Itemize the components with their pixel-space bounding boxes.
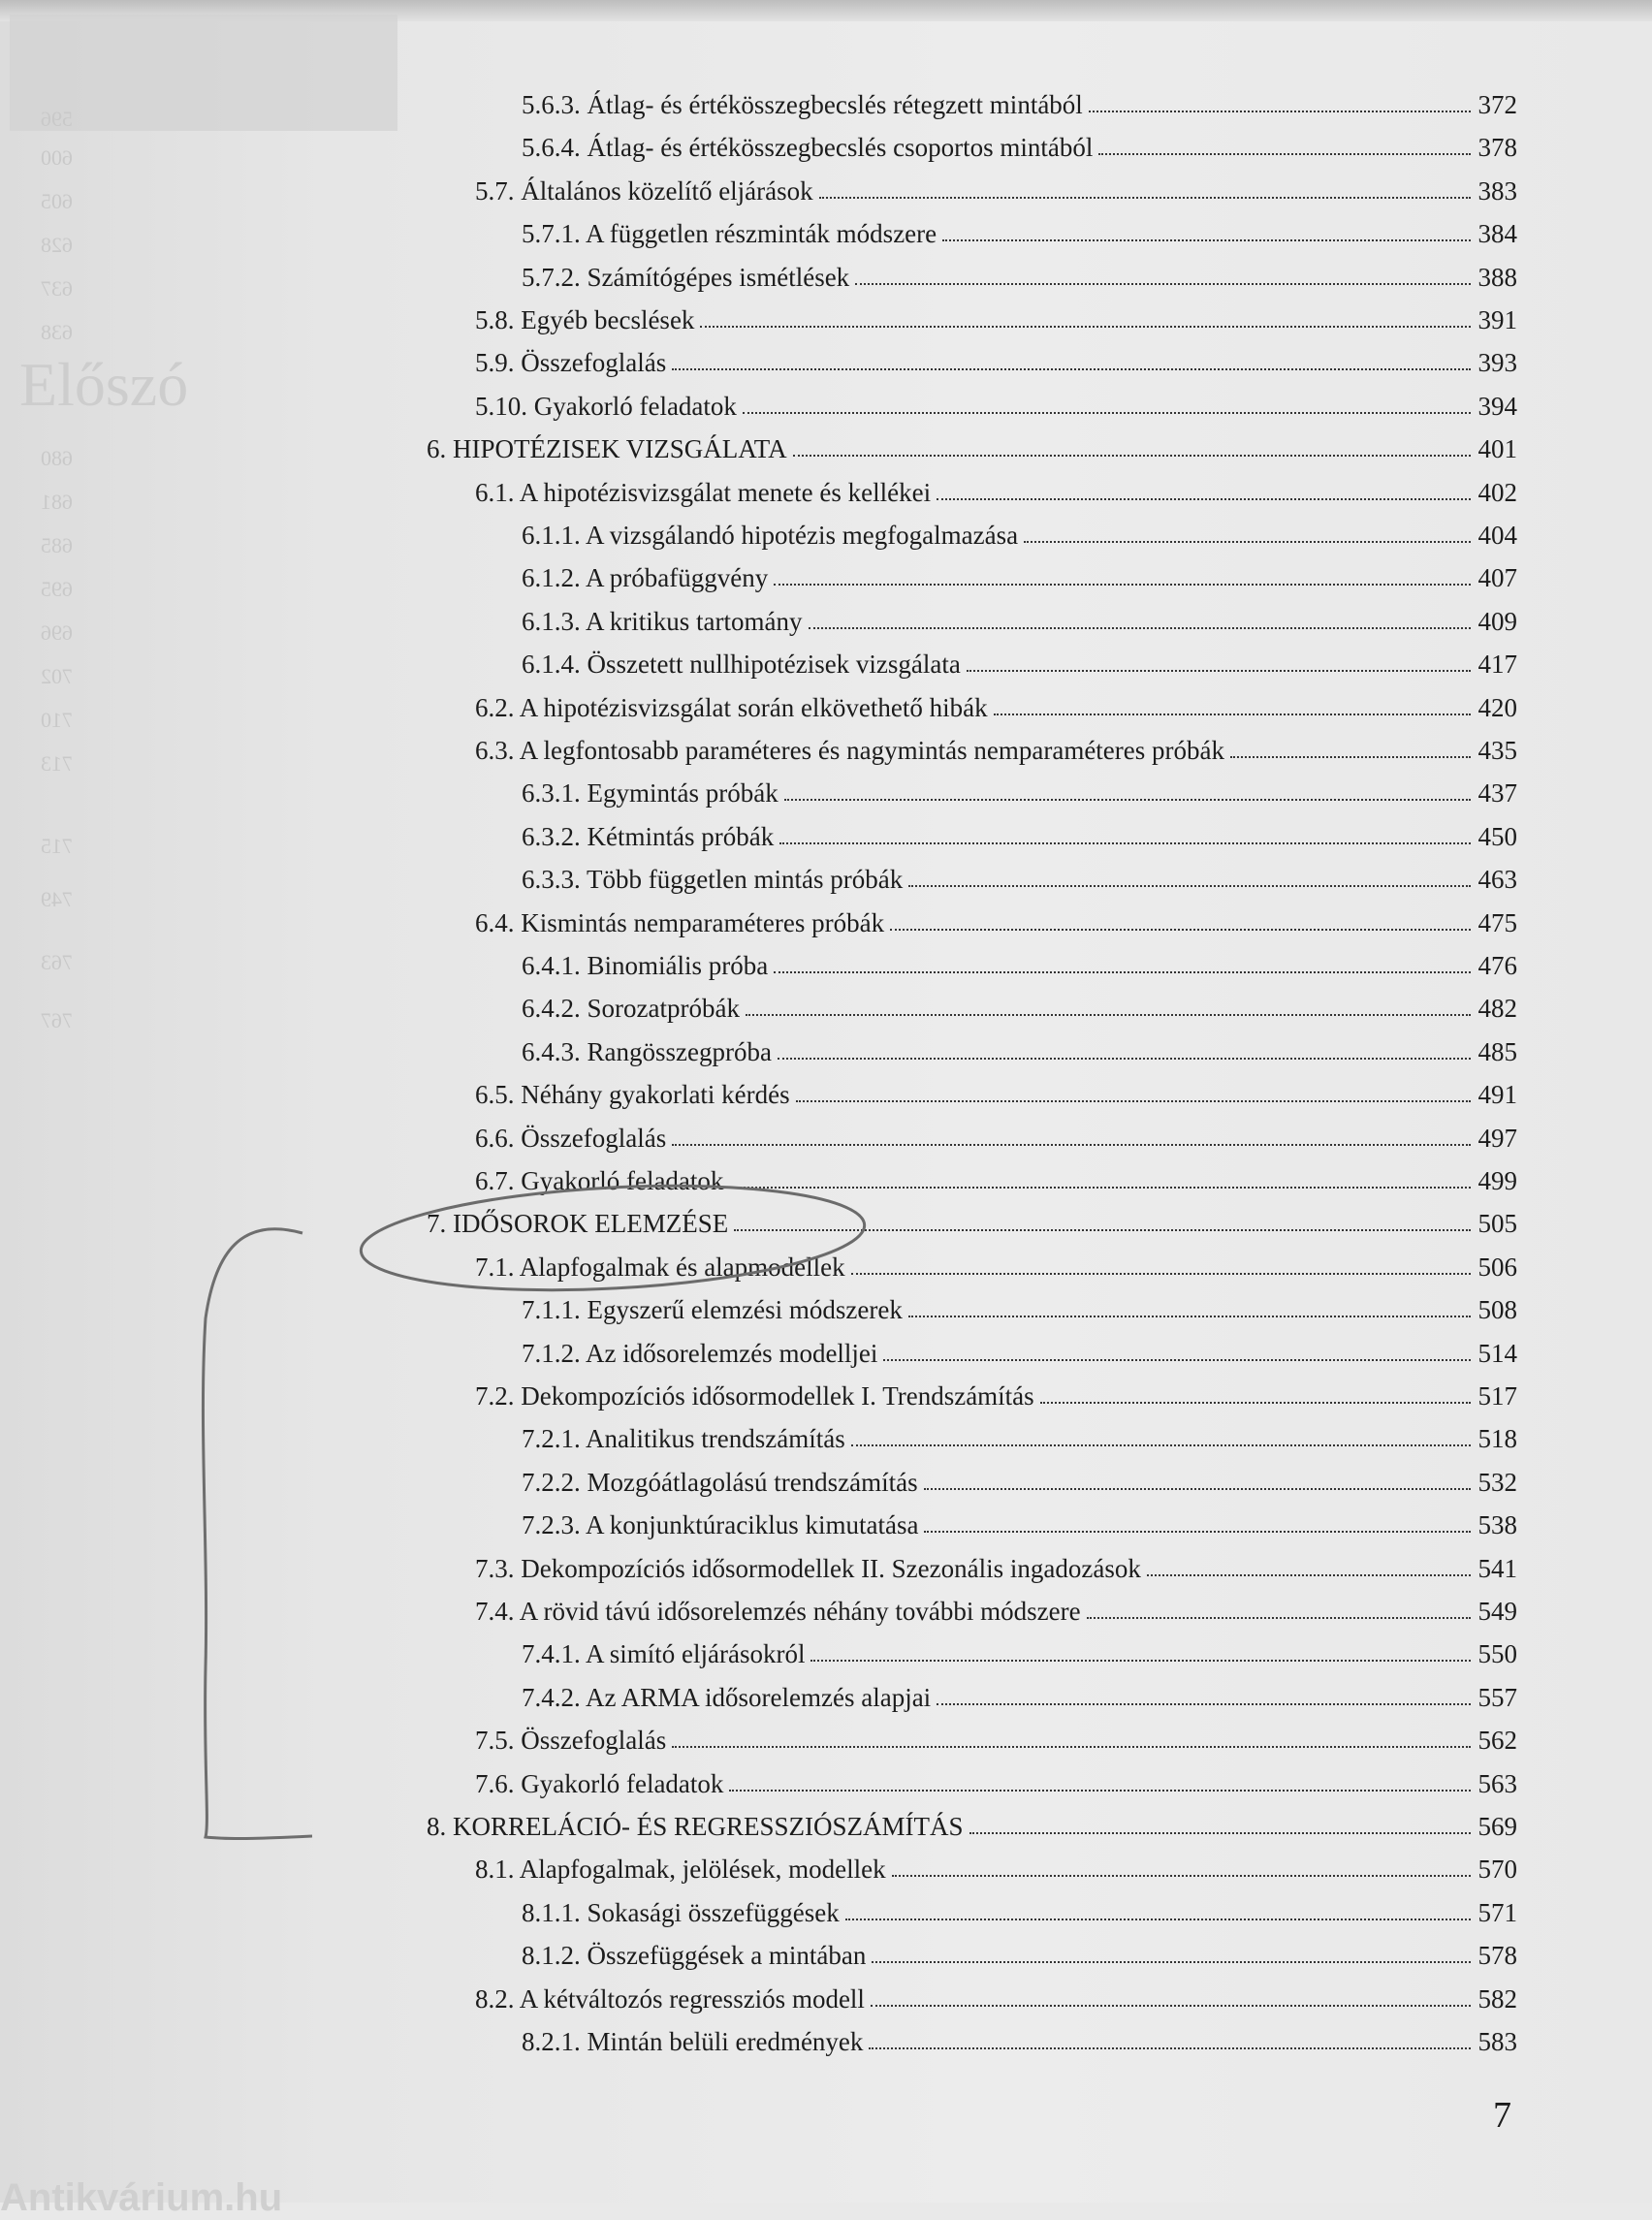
toc-entry-title: 6.6. Összefoglalás — [475, 1124, 667, 1153]
toc-entry-page: 401 — [1477, 434, 1517, 463]
toc-entry-title: 8.1.2. Összefüggések a mintában — [522, 1941, 867, 1970]
toc-entry-title: 8.2. A kétváltozós regressziós modell — [475, 1984, 865, 2014]
toc-entry-title: 5.8. Egyéb becslések — [475, 305, 695, 334]
toc-entry-title: 5.7.1. A független részminták módszere — [522, 219, 937, 248]
bleed-through-number: 749 — [41, 887, 73, 911]
bleed-through-number: 605 — [41, 189, 73, 213]
toc-entry-page: 583 — [1477, 2027, 1517, 2056]
toc-entry-page: 417 — [1477, 650, 1517, 679]
toc-entry-title: 5.6.3. Átlag- és értékösszegbecslés rétegzett mintából — [522, 90, 1083, 119]
toc-entry-page: 485 — [1477, 1037, 1517, 1066]
toc-entry-page: 393 — [1477, 348, 1517, 377]
bleed-through-number: 715 — [41, 834, 73, 858]
toc-entry-title: 6.1.4. Összetett nullhipotézisek vizsgálata — [522, 650, 961, 679]
toc-entry-page: 517 — [1477, 1381, 1517, 1411]
toc-entry-page: 557 — [1477, 1683, 1517, 1712]
toc-entry-page: 435 — [1477, 736, 1517, 765]
toc-entry-title: 7.2. Dekompozíciós idősormodellek I. Trendszámítás — [475, 1381, 1034, 1411]
toc-entry-page: 541 — [1477, 1554, 1517, 1583]
toc-entry-page: 404 — [1477, 521, 1517, 550]
toc-entry-page: 372 — [1477, 90, 1517, 119]
bleed-through-number: 637 — [41, 276, 73, 301]
toc-entry-title: 7.4.2. Az ARMA idősorelemzés alapjai — [522, 1683, 932, 1712]
bleed-through-title: Előszó — [19, 350, 189, 419]
toc-entry-page: 394 — [1477, 392, 1517, 421]
toc-entry-page: 384 — [1477, 219, 1517, 248]
bleed-through-number: 763 — [41, 950, 73, 974]
toc-entry-title: 8.1.1. Sokasági összefüggések — [522, 1898, 840, 1927]
toc-entry-title: 6.1.3. A kritikus tartomány — [522, 607, 803, 636]
toc-entry-title: 8.1. Alapfogalmak, jelölések, modellek — [475, 1855, 886, 1884]
toc-entry-page: 491 — [1477, 1080, 1517, 1109]
toc-entry-title: 5.9. Összefoglalás — [475, 348, 667, 377]
toc-entry-page: 571 — [1477, 1898, 1517, 1927]
toc-entry-page: 463 — [1477, 865, 1517, 894]
pencil-bracket — [203, 1229, 312, 1839]
toc-entry-title: 7.6. Gyakorló feladatok — [475, 1769, 724, 1798]
toc-entry-title: 6.3.1. Egymintás próbák — [522, 778, 778, 808]
toc-entry-title: 8. KORRELÁCIÓ- ÉS REGRESSZIÓSZÁMÍTÁS — [427, 1812, 964, 1841]
toc-entry-page: 482 — [1477, 994, 1517, 1023]
toc-entry-title: 6.3.3. Több független mintás próbák — [522, 865, 904, 894]
bleed-through-number: 680 — [41, 446, 73, 470]
toc-entry-page: 518 — [1477, 1424, 1517, 1453]
toc-entry-page: 475 — [1477, 908, 1517, 937]
bleed-through-number: 600 — [41, 145, 73, 170]
toc-entry-page: 578 — [1477, 1941, 1517, 1970]
toc-entry-page: 420 — [1477, 693, 1517, 722]
bleed-through-number: 713 — [41, 751, 73, 776]
toc-entry-title: 6.7. Gyakorló feladatok — [475, 1166, 724, 1195]
toc-entry-title: 6.1.1. A vizsgálandó hipotézis megfogalmazása — [522, 521, 1019, 550]
toc-entry-page: 538 — [1477, 1510, 1517, 1539]
toc-entry-page: 506 — [1477, 1253, 1517, 1282]
bleed-through-number: 596 — [41, 107, 73, 131]
bleed-through-number: 702 — [41, 664, 73, 688]
toc-entry-title: 6.1. A hipotézisvizsgálat menete és kellékei — [475, 478, 932, 507]
toc-entry-title: 8.2.1. Mintán belüli eredmények — [522, 2027, 864, 2056]
toc-entry-page: 402 — [1477, 478, 1517, 507]
page-number: 7 — [1493, 2095, 1511, 2136]
bleed-through-number: 681 — [41, 490, 73, 514]
toc-entry-title: 6.5. Néhány gyakorlati kérdés — [475, 1080, 790, 1109]
toc-entry-title: 6.4.1. Binomiális próba — [522, 951, 769, 980]
toc-entry-title: 5.6.4. Átlag- és értékösszegbecslés csoportos mintából — [522, 133, 1094, 162]
toc-entry-title: 7.2.3. A konjunktúraciklus kimutatása — [522, 1510, 919, 1539]
toc-entry-title: 6.4.3. Rangösszegpróba — [522, 1037, 772, 1066]
toc-entry-page: 569 — [1477, 1812, 1517, 1841]
bleed-through-number: 710 — [41, 708, 73, 732]
bleed-through-number: 696 — [41, 620, 73, 645]
toc-entry-title: 6.4.2. Sorozatpróbák — [522, 994, 740, 1023]
bleed-through-number: 638 — [41, 320, 73, 344]
toc-entry-title: 7.4.1. A simító eljárásokról — [522, 1639, 806, 1668]
toc-entry-title: 6.1.2. A próbafüggvény — [522, 563, 769, 592]
toc-entry-page: 562 — [1477, 1726, 1517, 1755]
toc-entry-page: 407 — [1477, 563, 1517, 592]
toc-entry-page: 563 — [1477, 1769, 1517, 1798]
toc-entry-title: 6.2. A hipotézisvizsgálat során elkövethető hibák — [475, 693, 988, 722]
toc-entry-title: 5.7. Általános közelítő eljárások — [475, 176, 813, 206]
toc-entry-page: 437 — [1477, 778, 1517, 808]
toc-entry-page: 499 — [1477, 1166, 1517, 1195]
toc-entry-page: 570 — [1477, 1855, 1517, 1884]
toc-entry-title: 7.3. Dekompozíciós idősormodellek II. Szezonális ingadozások — [475, 1554, 1141, 1583]
toc-entry-page: 388 — [1477, 263, 1517, 292]
toc-entry-page: 378 — [1477, 133, 1517, 162]
toc-entry-page: 409 — [1477, 607, 1517, 636]
toc-entry-page: 549 — [1477, 1597, 1517, 1626]
toc-entry-title: 7. IDŐSOROK ELEMZÉSE — [427, 1209, 729, 1238]
bleed-through-number: 695 — [41, 577, 73, 601]
toc-entry-page: 532 — [1477, 1468, 1517, 1497]
toc-entry-title: 7.2.1. Analitikus trendszámítás — [522, 1424, 845, 1453]
toc-entry-title: 7.1.1. Egyszerű elemzési módszerek — [522, 1295, 903, 1324]
toc-entry-page: 505 — [1477, 1209, 1517, 1238]
bleed-through-number: 628 — [41, 233, 73, 257]
bleed-through-number: 767 — [41, 1008, 73, 1032]
watermark: Antikvárium.hu — [0, 2176, 283, 2219]
toc-entry-title: 6.3. A legfontosabb paraméteres és nagymintás nemparaméteres próbák — [475, 736, 1224, 765]
toc-entry-title: 6.3.2. Kétmintás próbák — [522, 822, 775, 851]
toc-entry-page: 391 — [1477, 305, 1517, 334]
toc-entry-page: 497 — [1477, 1124, 1517, 1153]
toc-entry-page: 450 — [1477, 822, 1517, 851]
toc-entry-title: 7.1.2. Az idősorelemzés modelljei — [522, 1339, 878, 1368]
toc-entry-page: 476 — [1477, 951, 1517, 980]
toc-entry-page: 508 — [1477, 1295, 1517, 1324]
toc-entry-page: 383 — [1477, 176, 1517, 206]
toc-entry-title: 5.7.2. Számítógépes ismétlések — [522, 263, 850, 292]
bleed-through-number: 685 — [41, 533, 73, 557]
pencil-circle — [359, 1174, 868, 1301]
toc-entry-page: 550 — [1477, 1639, 1517, 1668]
toc-entry-page: 514 — [1477, 1339, 1517, 1368]
toc-entry-title: 5.10. Gyakorló feladatok — [475, 392, 737, 421]
toc-entry-page: 582 — [1477, 1984, 1517, 2014]
toc-entry-title: 7.4. A rövid távú idősorelemzés néhány további módszere — [475, 1597, 1081, 1626]
toc-entry-title: 7.5. Összefoglalás — [475, 1726, 667, 1755]
toc-entry-title: 7.2.2. Mozgóátlagolású trendszámítás — [522, 1468, 918, 1497]
toc-entry-title: 6. HIPOTÉZISEK VIZSGÁLATA — [427, 434, 787, 463]
toc-entry-title: 7.1. Alapfogalmak és alapmodellek — [475, 1253, 845, 1282]
toc-entry-title: 6.4. Kismintás nemparaméteres próbák — [475, 908, 885, 937]
